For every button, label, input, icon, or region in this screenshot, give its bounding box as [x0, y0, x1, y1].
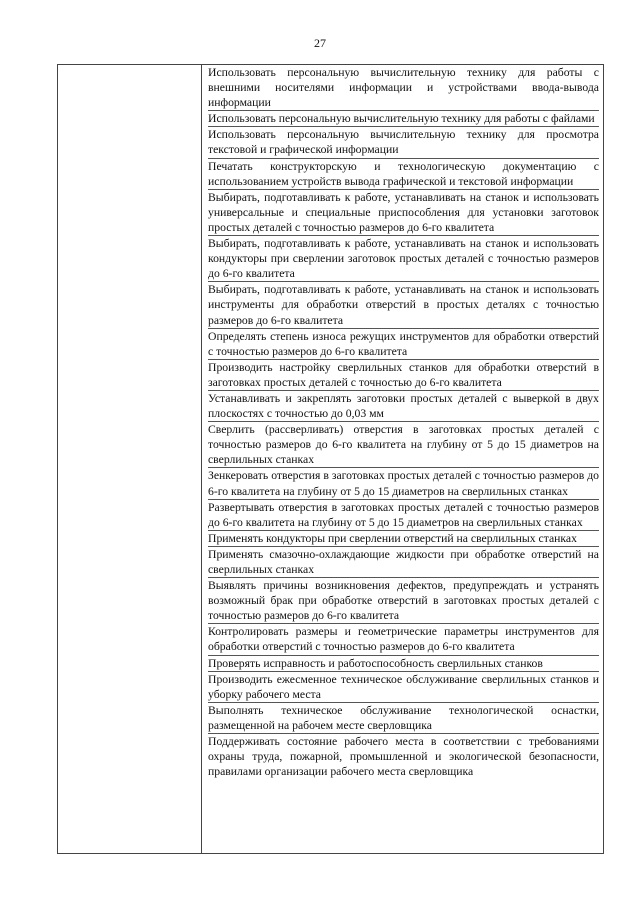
table-row: Использовать персональную вычислительную технику для просмотра текстовой и графической информации: [208, 127, 599, 158]
table-row: Сверлить (рассверливать) отверстия в заготовках простых деталей с точностью размеров до 6-го квалитета на глубину от 5 до 15 диаметров на сверлильных станках: [208, 422, 599, 468]
table-row: Производить ежесменное техническое обслуживание сверлильных станков и уборку рабочего места: [208, 672, 599, 703]
skills-table: [57, 64, 604, 854]
table-row: Контролировать размеры и геометрические параметры инструментов для обработки отверстий с точностью размеров до 6-го квалитета: [208, 624, 599, 655]
table-row: Развертывать отверстия в заготовках простых деталей с точностью размеров до 6-го квалитета на глубину от 5 до 15 диаметров на сверлильных станках: [208, 500, 599, 531]
table-row: Производить настройку сверлильных станков для обработки отверстий в заготовках простых деталей с точностью до 6-го квалитета: [208, 360, 599, 391]
table-row: Использовать персональную вычислительную технику для работы с файлами: [208, 111, 599, 127]
table-row: Применять кондукторы при сверлении отверстий на сверлильных станках: [208, 531, 599, 547]
table-row: Применять смазочно-охлаждающие жидкости при обработке отверстий на сверлильных станках: [208, 547, 599, 578]
table-row: Поддерживать состояние рабочего места в соответствии с требованиями охраны труда, пожарной, промышленной и экологической безопасности, правилами организации рабочего места сверловщика: [208, 735, 599, 779]
table-row: Выявлять причины возникновения дефектов, предупреждать и устранять возможный брак при обработке отверстий в заготовках простых деталей с точностью размеров до 6-го квалитета: [208, 578, 599, 624]
table-row: Зенкеровать отверстия в заготовках простых деталей с точностью размеров до 6-го квалитета на глубину от 5 до 15 диаметров на сверлильных станках: [208, 468, 599, 499]
table-row: Определять степень износа режущих инструментов для обработки отверстий с точностью размеров до 6-го квалитета: [208, 329, 599, 360]
table-row: Проверять исправность и работоспособность сверлильных станков: [208, 656, 599, 672]
table-row: Использовать персональную вычислительную технику для работы с внешними носителями информации и устройствами ввода-вывода информации: [208, 65, 599, 111]
table-right-column: [202, 65, 603, 853]
table-row: Устанавливать и закреплять заготовки простых деталей с выверкой в двух плоскостях с точностью до 0,03 мм: [208, 391, 599, 422]
table-row: Выполнять техническое обслуживание технологической оснастки, размещенной на рабочем месте сверловщика: [208, 703, 599, 734]
table-left-column: [58, 65, 202, 853]
table-row: Выбирать, подготавливать к работе, устанавливать на станок и использовать кондукторы при сверлении заготовок простых деталей с точностью размеров до 6-го квалитета: [208, 236, 599, 282]
page-number: 27: [314, 36, 326, 50]
table-row: Печатать конструкторскую и технологическую документацию с использованием устройств вывода графической и текстовой информации: [208, 159, 599, 190]
table-row: Выбирать, подготавливать к работе, устанавливать на станок и использовать инструменты для обработки отверстий в простых деталях с точностью размеров до 6-го квалитета: [208, 282, 599, 328]
table-row: Выбирать, подготавливать к работе, устанавливать на станок и использовать универсальные и специальные приспособления для установки заготовок простых деталей с точностью размеров до 6-го квалитета: [208, 190, 599, 236]
